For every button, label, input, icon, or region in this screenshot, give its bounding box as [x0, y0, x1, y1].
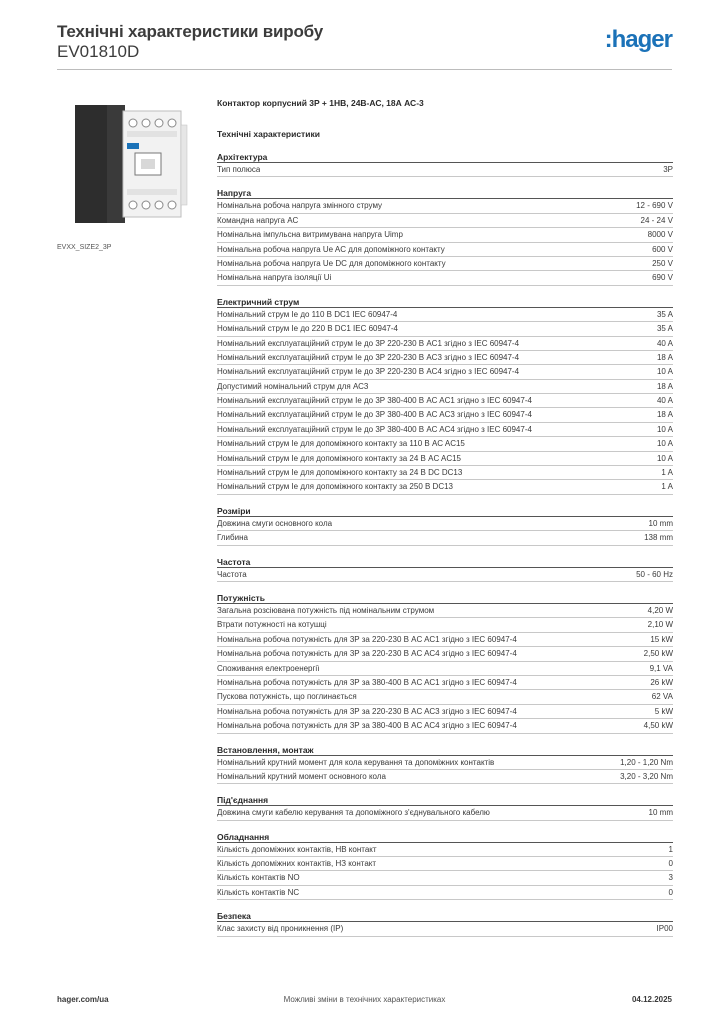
spec-row [217, 871, 673, 885]
section-title: Напруга [217, 187, 673, 199]
spec-row [217, 394, 673, 408]
spec-sections [217, 151, 673, 937]
spec-label: Номінальний струм Ie для допоміжного контакту за 24 В DC DC13 [217, 468, 463, 478]
spec-label: Номінальний експлуатаційний струм Ie до 3P 380-400 В AC AC1 згідно з IEC 60947-4 [217, 396, 532, 406]
section-title: Встановлення, монтаж [217, 744, 673, 756]
spec-label: Номінальний струм Ie до 220 В DC1 IEC 60947-4 [217, 324, 398, 334]
spec-value: 10 mm [648, 518, 673, 528]
spec-label: Номінальний струм Ie до 110 В DC1 IEC 60947-4 [217, 309, 398, 319]
spec-section [217, 187, 673, 285]
spec-label: Тип полюса [217, 165, 261, 174]
spec-label: Загальна розсіювана потужність під номінальним струмом [217, 605, 435, 615]
page-title: Технічні характеристики виробу [57, 22, 323, 41]
spec-row [217, 199, 673, 213]
section-title: Обладнання [217, 831, 673, 843]
spec-label: Частота [217, 569, 247, 579]
spec-label: Номінальна робоча напруга змінного струму [217, 201, 383, 211]
spec-content [217, 96, 673, 937]
spec-value: 18 A [656, 381, 673, 391]
spec-label: Кількість допоміжних контактів, НВ контакт [217, 844, 377, 854]
spec-row [217, 322, 673, 336]
spec-value: 1 [668, 844, 673, 854]
spec-value: 2,50 kW [643, 649, 673, 659]
spec-row [217, 568, 673, 582]
spec-row [217, 690, 673, 704]
spec-value: 10 A [656, 367, 673, 377]
spec-row [217, 756, 673, 770]
spec-value: 18 A [656, 352, 673, 362]
image-label: EVXX_SIZE2_3P [57, 244, 112, 251]
spec-value: 4,50 kW [643, 721, 673, 731]
logo-text: hager [611, 26, 672, 53]
spec-value: 3P [663, 165, 673, 174]
spec-label: Номінальний експлуатаційний струм Ie до 3P 220-230 В AC1 згідно з IEC 60947-4 [217, 338, 520, 348]
spec-label: Номінальний струм Ie для допоміжного контакту за 110 В AC AC15 [217, 439, 465, 449]
spec-row [217, 308, 673, 322]
spec-value: 35 A [656, 324, 673, 334]
spec-label: Клас захисту від проникнення (IP) [217, 924, 344, 934]
spec-section [217, 794, 673, 820]
footer-website: hager.com/ua [57, 995, 109, 1004]
spec-label: Командна напруга AC [217, 215, 299, 225]
spec-label: Номінальна робоча напруга Ue AC для допоміжного контакту [217, 244, 445, 254]
spec-value: 40 A [656, 338, 673, 348]
spec-value: 50 - 60 Hz [636, 569, 673, 579]
spec-value: 15 kW [650, 634, 673, 644]
spec-row [217, 886, 673, 900]
spec-section [217, 592, 673, 734]
spec-row [217, 531, 673, 545]
spec-row [217, 466, 673, 480]
spec-label: Номінальний струм Ie для допоміжного контакту за 250 В DC13 [217, 482, 454, 492]
spec-label: Номінальна робоча потужність для 3P за 220-230 В AC AC3 згідно з IEC 60947-4 [217, 706, 517, 716]
hager-logo: :hager [604, 26, 672, 53]
spec-label: Кількість контактів NC [217, 887, 300, 897]
spec-row [217, 676, 673, 690]
spec-label: Номінальний крутний момент для кола керування та допоміжних контактів [217, 757, 495, 767]
spec-value: 10 A [656, 439, 673, 449]
spec-value: 24 - 24 V [640, 215, 673, 225]
spec-label: Втрати потужності на котушці [217, 620, 327, 630]
spec-label: Номінальна робоча потужність для 3P за 380-400 В AC AC1 згідно з IEC 60947-4 [217, 677, 517, 687]
spec-value: 10 mm [648, 808, 673, 818]
spec-row [217, 770, 673, 784]
spec-row [217, 437, 673, 451]
spec-label: Номінальна робоча потужність для 3P за 380-400 В AC AC4 згідно з IEC 60947-4 [217, 721, 517, 731]
spec-value: 138 mm [644, 533, 673, 543]
spec-row [217, 843, 673, 857]
spec-value: 35 A [656, 309, 673, 319]
spec-value: 0 [668, 887, 673, 897]
spec-value: 3,20 - 3,20 Nm [620, 771, 673, 781]
spec-value: 10 A [656, 424, 673, 434]
spec-row [217, 618, 673, 632]
spec-row [217, 662, 673, 676]
spec-row [217, 337, 673, 351]
section-title: Розміри [217, 505, 673, 517]
spec-row [217, 705, 673, 719]
spec-label: Номінальний експлуатаційний струм Ie до 3P 380-400 В AC AC3 згідно з IEC 60947-4 [217, 410, 532, 420]
product-description: Контактор корпусний 3P + 1НВ, 24В-АС, 18А АС-3 [217, 98, 424, 108]
spec-value: 0 [668, 859, 673, 869]
spec-label: Номінальний крутний момент основного кола [217, 771, 386, 781]
spec-section [217, 910, 673, 936]
spec-section [217, 556, 673, 582]
spec-value: 1 A [661, 482, 673, 492]
spec-row [217, 647, 673, 661]
spec-row [217, 408, 673, 422]
spec-label: Номінальна імпульсна витримувана напруга Uimp [217, 230, 403, 240]
spec-row [217, 719, 673, 733]
spec-value: 600 V [652, 244, 673, 254]
spec-row [217, 257, 673, 271]
spec-label: Номінальна робоча потужність для 3P за 220-230 В AC AC4 згідно з IEC 60947-4 [217, 649, 517, 659]
page-header [57, 22, 672, 70]
spec-label: Кількість допоміжних контактів, НЗ контакт [217, 859, 377, 869]
section-title: Під'єднання [217, 794, 673, 806]
spec-value: 2,10 W [647, 620, 673, 630]
spec-row [217, 228, 673, 242]
spec-row [217, 243, 673, 257]
spec-value: 4,20 W [647, 605, 673, 615]
section-title: Архітектура [217, 151, 673, 163]
spec-value: 62 VA [651, 692, 673, 702]
spec-row [217, 423, 673, 437]
section-title: Електричний струм [217, 296, 673, 308]
spec-section [217, 831, 673, 901]
spec-row [217, 214, 673, 228]
spec-row [217, 857, 673, 871]
product-code: EV01810D [57, 42, 140, 61]
footer-date: 04.12.2025 [631, 995, 672, 1004]
section-title: Частота [217, 556, 673, 568]
spec-value: 1 A [661, 468, 673, 478]
spec-label: Споживання електроенергії [217, 663, 320, 673]
spec-value: 250 V [652, 258, 673, 268]
spec-value: 1,20 - 1,20 Nm [620, 757, 673, 767]
spec-value: 690 V [652, 273, 673, 283]
spec-label: Номінальна напруга ізоляції Ui [217, 273, 332, 283]
spec-label: Допустимий номінальний струм для АС3 [217, 381, 369, 391]
spec-heading: Технічні характеристики [217, 129, 320, 139]
spec-row [217, 365, 673, 379]
spec-value: 12 - 690 V [636, 201, 673, 211]
spec-value: 10 A [656, 453, 673, 463]
spec-section [217, 151, 673, 177]
spec-label: Номінальна робоча потужність для 3P за 220-230 В AC AC1 згідно з IEC 60947-4 [217, 634, 517, 644]
spec-label: Номінальна робоча напруга Ue DC для допоміжного контакту [217, 258, 446, 268]
spec-row [217, 351, 673, 365]
spec-label: Кількість контактів NO [217, 873, 300, 883]
spec-value: IP00 [656, 924, 673, 934]
footer-note: Можливі зміни в технічних характеристиках [283, 995, 446, 1004]
spec-label: Номінальний струм Ie для допоміжного контакту за 24 В AC AC15 [217, 453, 462, 463]
spec-label: Номінальний експлуатаційний струм Ie до 3P 380-400 В AC AC4 згідно з IEC 60947-4 [217, 424, 532, 434]
spec-row [217, 517, 673, 531]
spec-label: Глибина [217, 533, 248, 543]
section-title: Потужність [217, 592, 673, 604]
spec-label: Довжина смуги основного кола [217, 518, 333, 528]
spec-row [217, 806, 673, 820]
spec-section [217, 505, 673, 546]
spec-row [217, 922, 673, 936]
spec-row [217, 380, 673, 394]
spec-row [217, 633, 673, 647]
spec-row [217, 604, 673, 618]
spec-value: 9,1 VA [649, 663, 673, 673]
spec-value: 5 kW [654, 706, 673, 716]
spec-value: 26 kW [650, 677, 673, 687]
spec-value: 18 A [656, 410, 673, 420]
spec-section [217, 744, 673, 785]
product-image [57, 95, 200, 238]
spec-row [217, 163, 673, 177]
spec-section [217, 296, 673, 495]
spec-row [217, 480, 673, 494]
spec-label: Довжина смуги кабелю керування та допоміжного з'єднувального кабелю [217, 808, 490, 818]
contactor-illustration [57, 95, 200, 238]
spec-value: 40 A [656, 396, 673, 406]
section-title: Безпека [217, 910, 673, 922]
spec-row [217, 452, 673, 466]
spec-label: Номінальний експлуатаційний струм Ie до 3P 220-230 В AC4 згідно з IEC 60947-4 [217, 367, 520, 377]
spec-value: 3 [668, 873, 673, 883]
page-footer [57, 995, 672, 1007]
spec-value: 8000 V [647, 230, 673, 240]
spec-label: Пускова потужність, що поглинається [217, 692, 357, 702]
spec-row [217, 271, 673, 285]
spec-label: Номінальний експлуатаційний струм Ie до 3P 220-230 В AC3 згідно з IEC 60947-4 [217, 352, 520, 362]
